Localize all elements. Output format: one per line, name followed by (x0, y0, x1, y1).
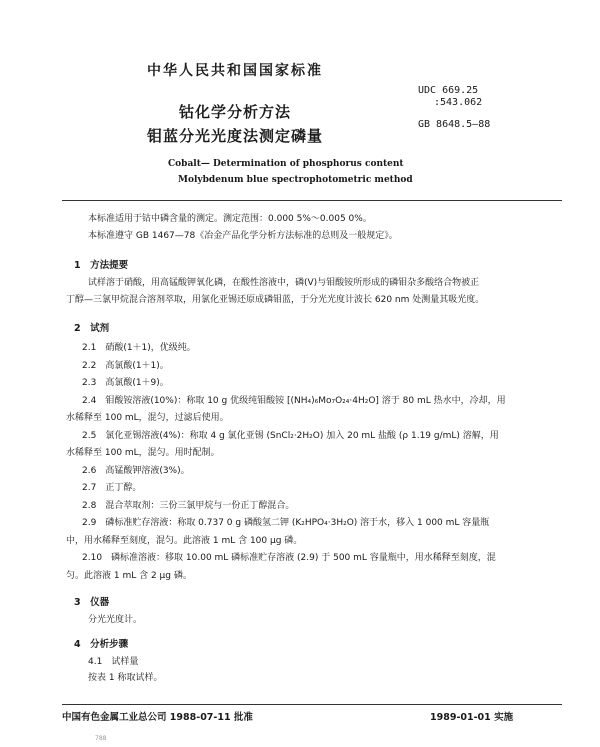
reagent-item: 2.2 高氯酸(1＋1)。 (82, 361, 169, 371)
reagent-item: 2.5 氯化亚锡溶液(4%)：称取 4 g 氯化亚锡 (SnCl₂·2H₂O) 加入 20 mL 盐酸 (ρ 1.19 g/mL) 溶解，用 (82, 431, 499, 441)
section-3-heading: 3 仪器 (74, 597, 110, 608)
english-title: Cobalt— Determination of phosphorus content (168, 159, 404, 169)
udc-line-2: :543.062 (434, 97, 483, 108)
gb-code: GB 8648.5—88 (418, 119, 491, 130)
reagent-item-continuation: 匀。此溶液 1 mL 含 2 μg 磷。 (66, 571, 192, 581)
reagent-item-continuation: 水稀释至 100 mL，混匀，过滤后使用。 (66, 413, 229, 423)
reagent-item: 2.8 混合萃取剂：三份三氯甲烷与一份正丁醇混合。 (82, 501, 295, 511)
document-subtitle: 钼蓝分光光度法测定磷量 (146, 127, 323, 145)
reagent-item: 2.3 高氯酸(1＋9)。 (82, 378, 169, 388)
reagent-item: 2.6 高锰酸钾溶液(3%)。 (82, 466, 190, 476)
approval-date: 中国有色金属工业总公司 1988-07-11 批准 (62, 712, 253, 723)
section-4-heading: 4 分析步骤 (74, 639, 129, 650)
subsection-4-1-heading: 4.1 试样量 (88, 657, 139, 667)
reagent-item: 2.10 磷标准溶液：移取 10.00 mL 磷标准贮存溶液 (2.9) 于 500 mL 容量瓶中，用水稀释至刻度，混 (82, 553, 496, 563)
standard-title: 中华人民共和国国家标准 (147, 63, 323, 79)
section-1-para-line-2: 丁醇—三氯甲烷混合溶剂萃取，用氯化亚锡还原成磷钼蓝，于分光光度计波长 620 nm 处测量其吸光度。 (66, 295, 485, 305)
implementation-date: 1989-01-01 实施 (430, 712, 514, 723)
reagent-item-continuation: 中，用水稀释至刻度，混匀。此溶液 1 mL 含 100 μg 磷。 (66, 536, 303, 546)
intro-line-2: 本标准遵守 GB 1467—78《冶金产品化学分析方法标准的总则及一般规定》。 (88, 231, 398, 241)
document-title: 钴化学分析方法 (178, 103, 291, 121)
page-number: 788 (95, 735, 107, 742)
section-2-heading: 2 试剂 (74, 323, 110, 334)
section-1-para-line-1: 试样溶于硝酸，用高锰酸钾氧化磷，在酸性溶液中，磷(V)与钼酸铵所形成的磷钼杂多酸络合物被正 (88, 278, 480, 288)
intro-line-1: 本标准适用于钴中磷含量的测定。测定范围：0.000 5%～0.005 0%。 (88, 214, 372, 224)
footer-divider (62, 704, 562, 705)
section-1-heading: 1 方法提要 (74, 260, 129, 271)
header-divider (62, 200, 562, 201)
reagent-item: 2.9 磷标准贮存溶液：称取 0.737 0 g 磷酸氢二钾 (K₂HPO₄·3H₂O) 溶于水，移入 1 000 mL 容量瓶 (82, 518, 490, 528)
udc-line-1: UDC 669.25 (418, 85, 479, 96)
section-3-para: 分光光度计。 (88, 615, 143, 625)
subsection-4-1-para: 按表 1 称取试样。 (88, 673, 163, 683)
reagent-item: 2.4 钼酸铵溶液(10%)：称取 10 g 优级纯钼酸铵 [(NH₄)₆Mo₇O₂₄·4H₂O] 溶于 80 mL 热水中，冷却，用 (82, 396, 506, 406)
reagent-item-continuation: 水稀释至 100 mL，混匀。用时配制。 (66, 448, 220, 458)
reagent-item: 2.1 硝酸(1＋1)，优级纯。 (82, 343, 196, 353)
english-subtitle: Molybdenum blue spectrophotometric method (178, 175, 413, 185)
reagent-item: 2.7 正丁醇。 (82, 483, 142, 493)
